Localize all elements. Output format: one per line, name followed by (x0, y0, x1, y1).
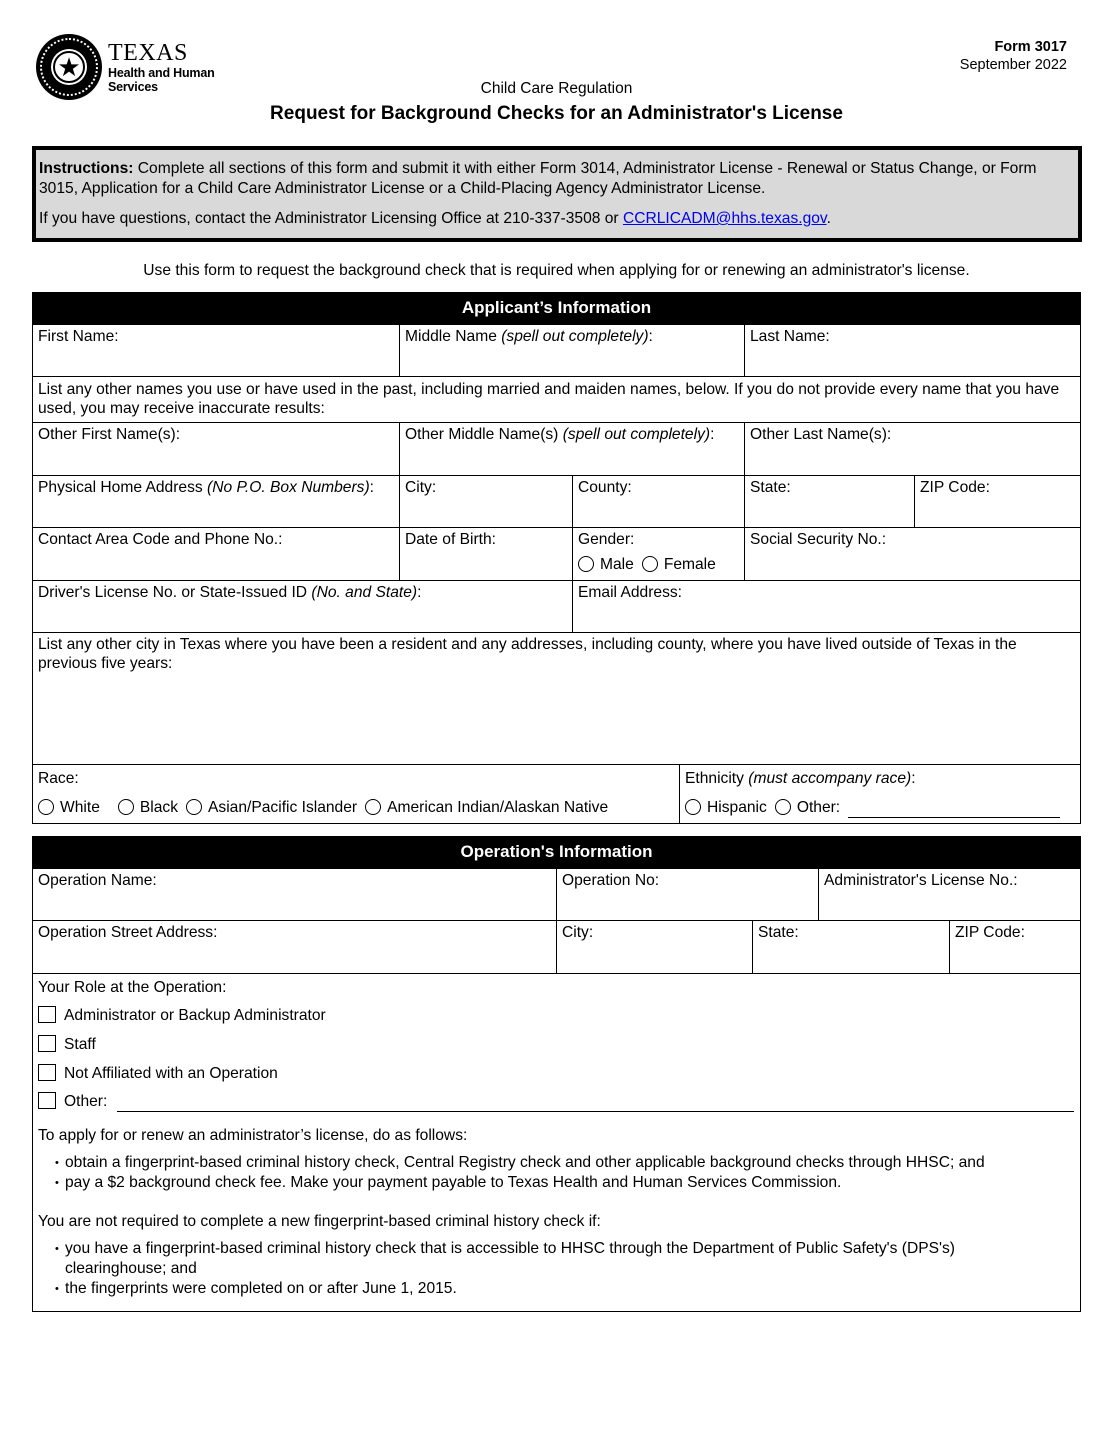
apply-steps-list (55, 1153, 1075, 1193)
phone-field[interactable] (33, 528, 400, 580)
exempt-condition: • the fingerprints were completed on or after June 1, 2015. (55, 1279, 1015, 1299)
admin-license-number-label: Administrator's License No.: (824, 872, 1018, 889)
county-label: County: (578, 479, 632, 496)
logo-line-2: Health and Human (108, 66, 215, 80)
role-and-instructions (33, 974, 1080, 1312)
radio-asian-pacific[interactable] (186, 799, 202, 815)
checkbox-administrator[interactable] (38, 1006, 56, 1023)
race-option-white[interactable] (38, 798, 100, 817)
instructions-label: Instructions: (39, 160, 134, 177)
radio-white[interactable] (38, 799, 54, 815)
operation-name-field[interactable] (33, 869, 557, 920)
page-subtitle: Child Care Regulation (480, 80, 633, 97)
checkbox-staff[interactable] (38, 1035, 56, 1052)
role-not-affiliated-label: Not Affiliated with an Operation (64, 1065, 278, 1082)
operation-state-field[interactable] (753, 921, 950, 973)
ethnicity-hint: (must accompany race) (748, 770, 912, 787)
ethnicity-field: Ethnicity (must accompany race): Hispanic Other: (680, 765, 1080, 823)
role-staff-label: Staff (64, 1036, 96, 1053)
applicant-section (32, 292, 1081, 824)
operation-section (32, 836, 1081, 1312)
date-of-birth-field[interactable] (400, 528, 573, 580)
role-other-input[interactable] (117, 1098, 1074, 1112)
previous-addresses-label: List any other city in Texas where you have been a resident and any addresses, including county, where you have lived outside of Texas in the previous five years: (38, 636, 1017, 672)
gender-option-male[interactable] (578, 555, 634, 574)
previous-addresses-field[interactable] (33, 633, 1080, 764)
checkbox-other[interactable] (38, 1092, 56, 1109)
apply-intro: To apply for or renew an administrator’s license, do as follows: (38, 1127, 468, 1144)
gender-option-female[interactable] (642, 555, 716, 574)
logo-line-3: Services (108, 79, 158, 94)
operation-zip-label: ZIP Code: (955, 924, 1025, 941)
ethnicity-other-label: Other: (796, 799, 841, 816)
middle-name-field[interactable]: Middle Name (spell out completely): (400, 325, 745, 376)
logo-line-1: TEXAS (108, 40, 188, 66)
state-label: State: (750, 479, 791, 496)
radio-black[interactable] (118, 799, 134, 815)
operation-city-label: City: (562, 924, 594, 941)
radio-american-indian[interactable] (365, 799, 381, 815)
home-address-hint: (No P.O. Box Numbers) (207, 479, 370, 496)
race-white-label: White (60, 799, 100, 816)
contact-suffix: . (826, 210, 831, 227)
ssn-label: Social Security No.: (750, 531, 887, 548)
other-names-note: List any other names you use or have used in the past, including married and maiden names, below. If you do not provide every name that you have used, you may receive inaccurate results: (38, 381, 1060, 417)
race-asian-label: Asian/Pacific Islander (208, 799, 358, 816)
applicant-section-heading: Applicant’s Information (32, 292, 1081, 325)
other-first-name-label: Other First Name(s): (38, 426, 181, 443)
city-field[interactable] (400, 476, 573, 527)
exempt-conditions-list (55, 1239, 1015, 1299)
checkbox-not-affiliated[interactable] (38, 1064, 56, 1081)
ethnicity-option-other[interactable] (775, 798, 840, 817)
instructions-text (39, 159, 1072, 199)
instructions-box (32, 146, 1082, 242)
contact-email-link[interactable]: CCRLICADM@hhs.texas.gov (622, 210, 827, 227)
form-number: Form 3017 (994, 39, 1067, 55)
gender-female-label: Female (663, 556, 716, 573)
form-identifier (960, 38, 1067, 74)
race-black-label: Black (139, 799, 179, 816)
operation-zip-field[interactable] (950, 921, 1080, 973)
radio-hispanic[interactable] (685, 799, 701, 815)
drivers-license-label: Driver's License No. or State-Issued ID (38, 584, 312, 601)
gender-label: Gender: (578, 531, 635, 548)
race-american-indian-label: American Indian/Alaskan Native (387, 799, 609, 816)
radio-ethnicity-other[interactable] (775, 799, 791, 815)
role-option-not-affiliated[interactable] (38, 1064, 1075, 1084)
drivers-license-hint: (No. and State) (311, 584, 418, 601)
race-option-asian[interactable] (186, 798, 357, 817)
contact-text (39, 209, 1072, 229)
first-name-field[interactable] (33, 325, 400, 376)
apply-step: • obtain a fingerprint-based criminal history check, Central Registry check and other applicable background checks through HHSC; and (55, 1153, 1075, 1173)
page-title: Request for Background Checks for an Administrator's License (270, 103, 843, 124)
last-name-field[interactable] (745, 325, 1080, 376)
race-option-american-indian[interactable] (365, 798, 608, 817)
gender-male-label: Male (600, 556, 634, 573)
other-first-name-field[interactable] (33, 423, 400, 475)
operation-city-field[interactable] (557, 921, 753, 973)
gender-field (573, 528, 745, 580)
apply-step: • pay a $2 background check fee. Make your payment payable to Texas Health and Human Services Commission. (55, 1173, 1075, 1193)
city-label: City: (405, 479, 437, 496)
ethnicity-hispanic-label: Hispanic (707, 799, 767, 816)
exempt-condition: • you have a fingerprint-based criminal history check that is accessible to HHSC through the Department of Public Safety's (DPS's) clearinghouse; and (55, 1239, 1015, 1279)
other-middle-name-field[interactable]: Other Middle Name(s) (spell out completely): (400, 423, 745, 475)
operation-number-label: Operation No: (562, 872, 660, 889)
last-name-label: Last Name: (750, 328, 830, 345)
other-middle-name-label: Other Middle Name(s) (405, 426, 563, 443)
state-field[interactable] (745, 476, 915, 527)
ethnicity-option-hispanic[interactable] (685, 798, 767, 817)
radio-male[interactable] (578, 556, 594, 572)
ethnicity-other-input[interactable] (848, 802, 1060, 818)
form-date: September 2022 (959, 57, 1067, 73)
middle-name-hint: (spell out completely) (501, 328, 649, 345)
exempt-intro: You are not required to complete a new fingerprint-based criminal history check if: (38, 1213, 601, 1230)
race-label: Race: (38, 770, 79, 787)
role-label: Your Role at the Operation: (38, 979, 227, 996)
other-middle-name-hint: (spell out completely) (562, 426, 711, 443)
race-option-black[interactable] (118, 798, 178, 817)
instructions-body: Complete all sections of this form and submit it with either Form 3014, Administrator License - Renewal or Status Change, or Form 3015, Application for a Child Care Administrator License or a Child-Placing Agency Administrator License. (39, 160, 1037, 197)
admin-license-number-field[interactable] (819, 869, 1080, 920)
operation-number-field[interactable] (557, 869, 819, 920)
middle-name-label: Middle Name (405, 328, 502, 345)
county-field[interactable] (573, 476, 745, 527)
role-option-other[interactable] (38, 1092, 1075, 1112)
email-label: Email Address: (578, 584, 683, 601)
role-administrator-label: Administrator or Backup Administrator (64, 1007, 326, 1024)
radio-female[interactable] (642, 556, 658, 572)
drivers-license-field[interactable]: Driver's License No. or State-Issued ID (No. and State): (33, 581, 573, 632)
date-of-birth-label: Date of Birth: (405, 531, 497, 548)
operation-street-field[interactable] (33, 921, 557, 973)
role-other-label: Other: (64, 1093, 108, 1110)
texas-star-seal-icon: ★ (36, 34, 102, 100)
use-note: Use this form to request the background check that is required when applying for or renewing an administrator's license. (143, 262, 970, 279)
operation-state-label: State: (758, 924, 799, 941)
role-option-administrator[interactable] (38, 1006, 1075, 1026)
other-last-name-field[interactable] (745, 423, 1080, 475)
zip-code-label: ZIP Code: (920, 479, 990, 496)
operation-name-label: Operation Name: (38, 872, 157, 889)
race-field (33, 765, 680, 823)
zip-code-field[interactable] (915, 476, 1080, 527)
ssn-field[interactable] (745, 528, 1080, 580)
first-name-label: First Name: (38, 328, 119, 345)
home-address-field[interactable]: Physical Home Address (No P.O. Box Numbers): (33, 476, 400, 527)
role-option-staff[interactable] (38, 1035, 1075, 1055)
home-address-label: Physical Home Address (38, 479, 208, 496)
contact-prefix: If you have questions, contact the Administrator Licensing Office at 210-337-3508 or (39, 210, 623, 227)
operation-section-heading: Operation's Information (32, 836, 1081, 869)
ethnicity-label: Ethnicity (685, 770, 749, 787)
operation-street-label: Operation Street Address: (38, 924, 218, 941)
other-last-name-label: Other Last Name(s): (750, 426, 892, 443)
email-field[interactable] (573, 581, 1080, 632)
phone-label: Contact Area Code and Phone No.: (38, 531, 283, 548)
